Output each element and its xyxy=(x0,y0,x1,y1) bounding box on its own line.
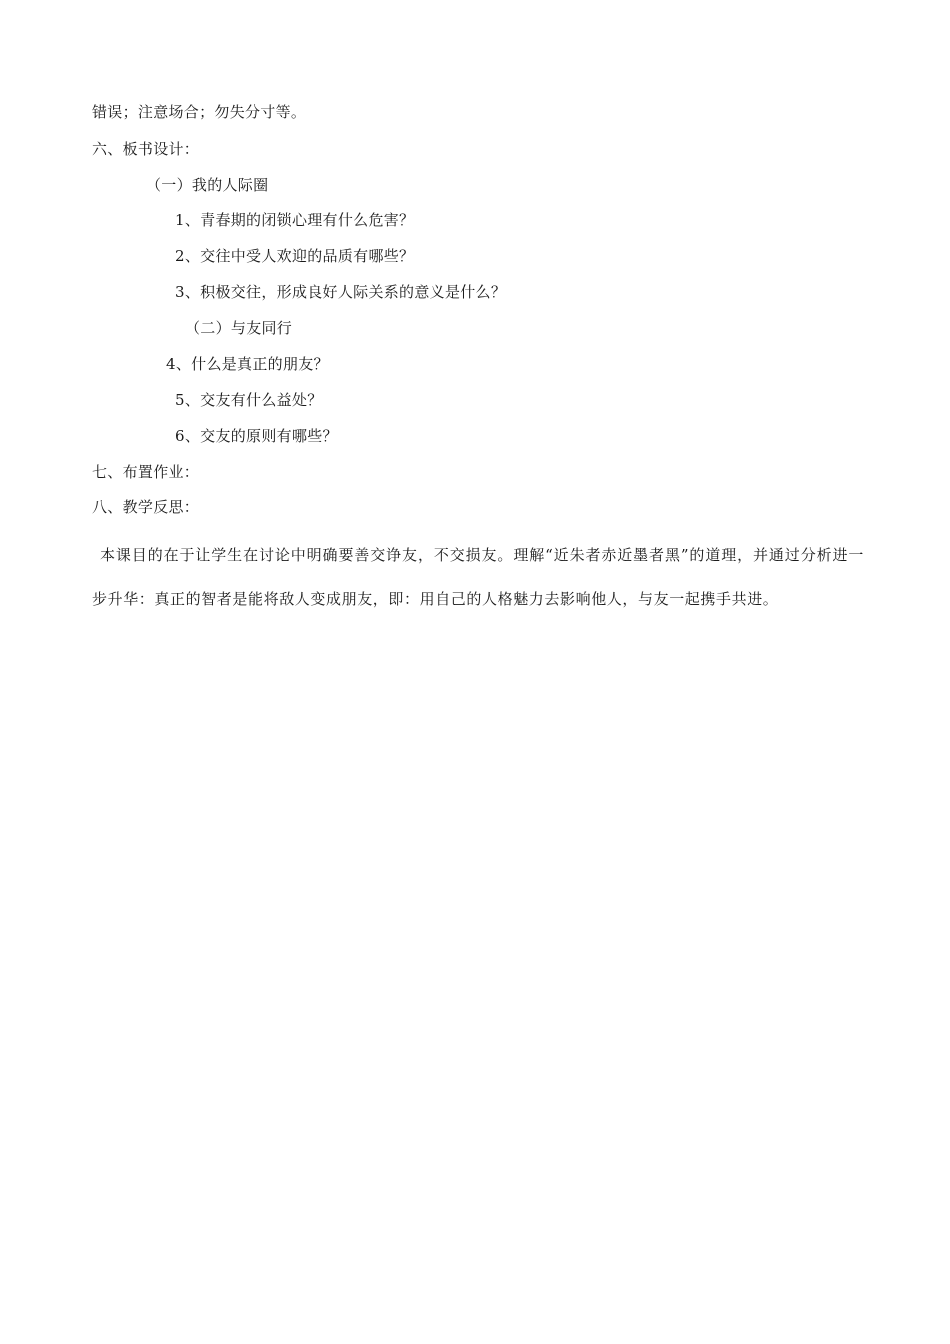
section-six-heading: 六、板书设计： xyxy=(92,140,200,158)
board-item-1: 1、青春期的闭锁心理有什么危害？ xyxy=(175,211,415,229)
teaching-reflection-paragraph: 本课目的在于让学生在讨论中明确要善交诤友，不交损友。理解“近朱者赤近墨者黑”的道理，并通过分析进一步升华：真正的智者是能将敌人变成朋友，即：用自己的人格魅力去影响他人，与友一起携手共进。 xyxy=(92,546,864,608)
board-part-two-title: （二）与友同行 xyxy=(185,319,293,337)
board-item-2: 2、交往中受人欢迎的品质有哪些？ xyxy=(175,247,415,265)
board-item-6: 6、交友的原则有哪些？ xyxy=(175,427,338,445)
board-item-5: 5、交友有什么益处？ xyxy=(175,391,323,409)
board-item-4: 4、什么是真正的朋友？ xyxy=(166,355,329,373)
section-seven-heading: 七、布置作业： xyxy=(92,463,200,481)
board-item-3: 3、积极交往，形成良好人际关系的意义是什么？ xyxy=(175,283,507,301)
continuation-text: 错误；注意场合；勿失分寸等。 xyxy=(92,103,307,121)
board-part-one-title: （一）我的人际圈 xyxy=(146,176,269,194)
section-eight-heading: 八、教学反思： xyxy=(92,498,200,516)
